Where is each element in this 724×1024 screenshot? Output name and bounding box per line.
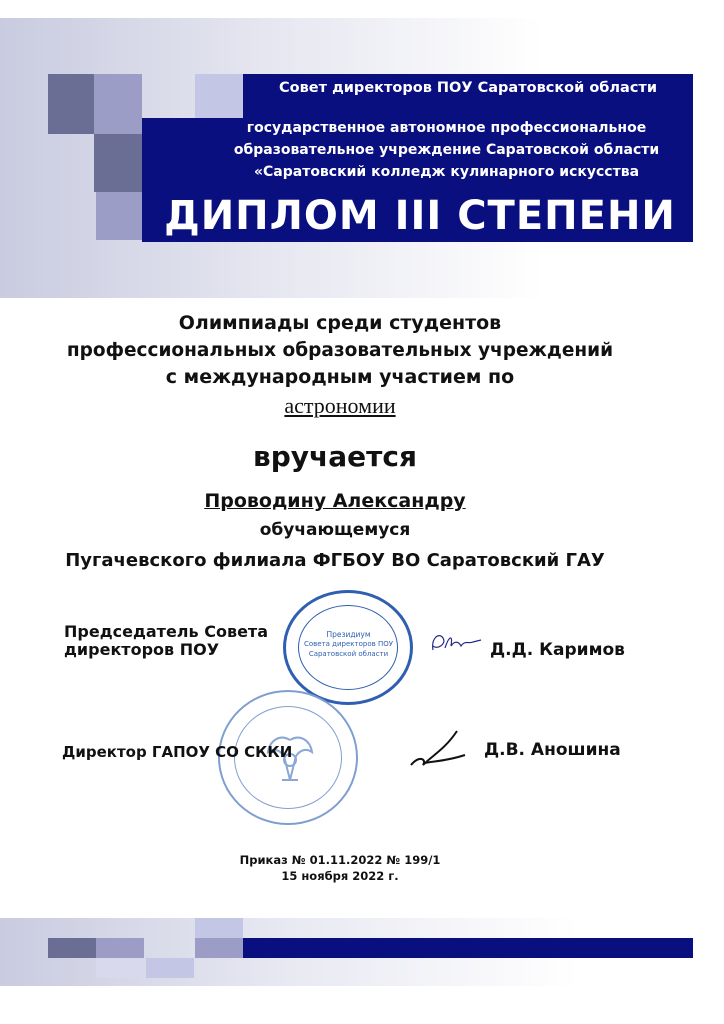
institution-line: государственное автономное профессиональное — [246, 120, 647, 136]
director-title: Директор ГАПОУ СО СККИ — [62, 743, 293, 761]
deco-square — [195, 918, 243, 938]
chair-name: Д.Д. Каримов — [490, 640, 625, 660]
stamp-text: Президиум — [326, 630, 371, 639]
olympiad-line: профессиональных образовательных учреждений — [66, 340, 614, 361]
deco-square — [96, 938, 144, 958]
olympiad-line: с международным участием по — [165, 366, 515, 388]
chair-title: Председатель Совета — [64, 622, 268, 641]
deco-square — [96, 192, 144, 240]
order-date: 15 ноября 2022 г. — [281, 869, 399, 883]
footer-banner — [243, 938, 693, 958]
awarded-label: вручается — [253, 440, 417, 473]
institution-line: образовательное учреждение Саратовской области — [233, 142, 660, 158]
recipient-role: обучающемуся — [259, 520, 411, 540]
olympiad-subject: астрономии — [284, 393, 396, 418]
stamp-text: Саратовской области — [308, 650, 389, 658]
deco-square — [146, 958, 194, 978]
recipient-school: Пугачевского филиала ФГБОУ ВО Саратовский ГАУ — [65, 550, 605, 571]
order-number: Приказ № 01.11.2022 № 199/1 — [239, 853, 441, 867]
institution-line: «Саратовский колледж кулинарного искусства — [253, 164, 640, 180]
council-stamp — [283, 590, 413, 705]
stamp-text: Совета директоров ПОУ — [303, 640, 394, 648]
deco-square — [94, 134, 142, 192]
recipient-name: Проводину Александру — [204, 490, 466, 512]
chair-title: директоров ПОУ — [64, 640, 220, 659]
director-name: Д.В. Аношина — [484, 740, 621, 760]
deco-square — [48, 938, 96, 958]
deco-square — [96, 958, 144, 978]
director-signature — [405, 725, 475, 775]
chair-signature — [425, 628, 485, 658]
olympiad-line: Олимпиады среди студентов — [178, 312, 502, 334]
council-name: Совет директоров ПОУ Саратовской области — [279, 80, 657, 96]
deco-square — [48, 74, 94, 134]
diploma-title: ДИПЛОМ III СТЕПЕНИ — [164, 193, 676, 239]
deco-square — [94, 74, 142, 134]
deco-square — [195, 938, 243, 958]
